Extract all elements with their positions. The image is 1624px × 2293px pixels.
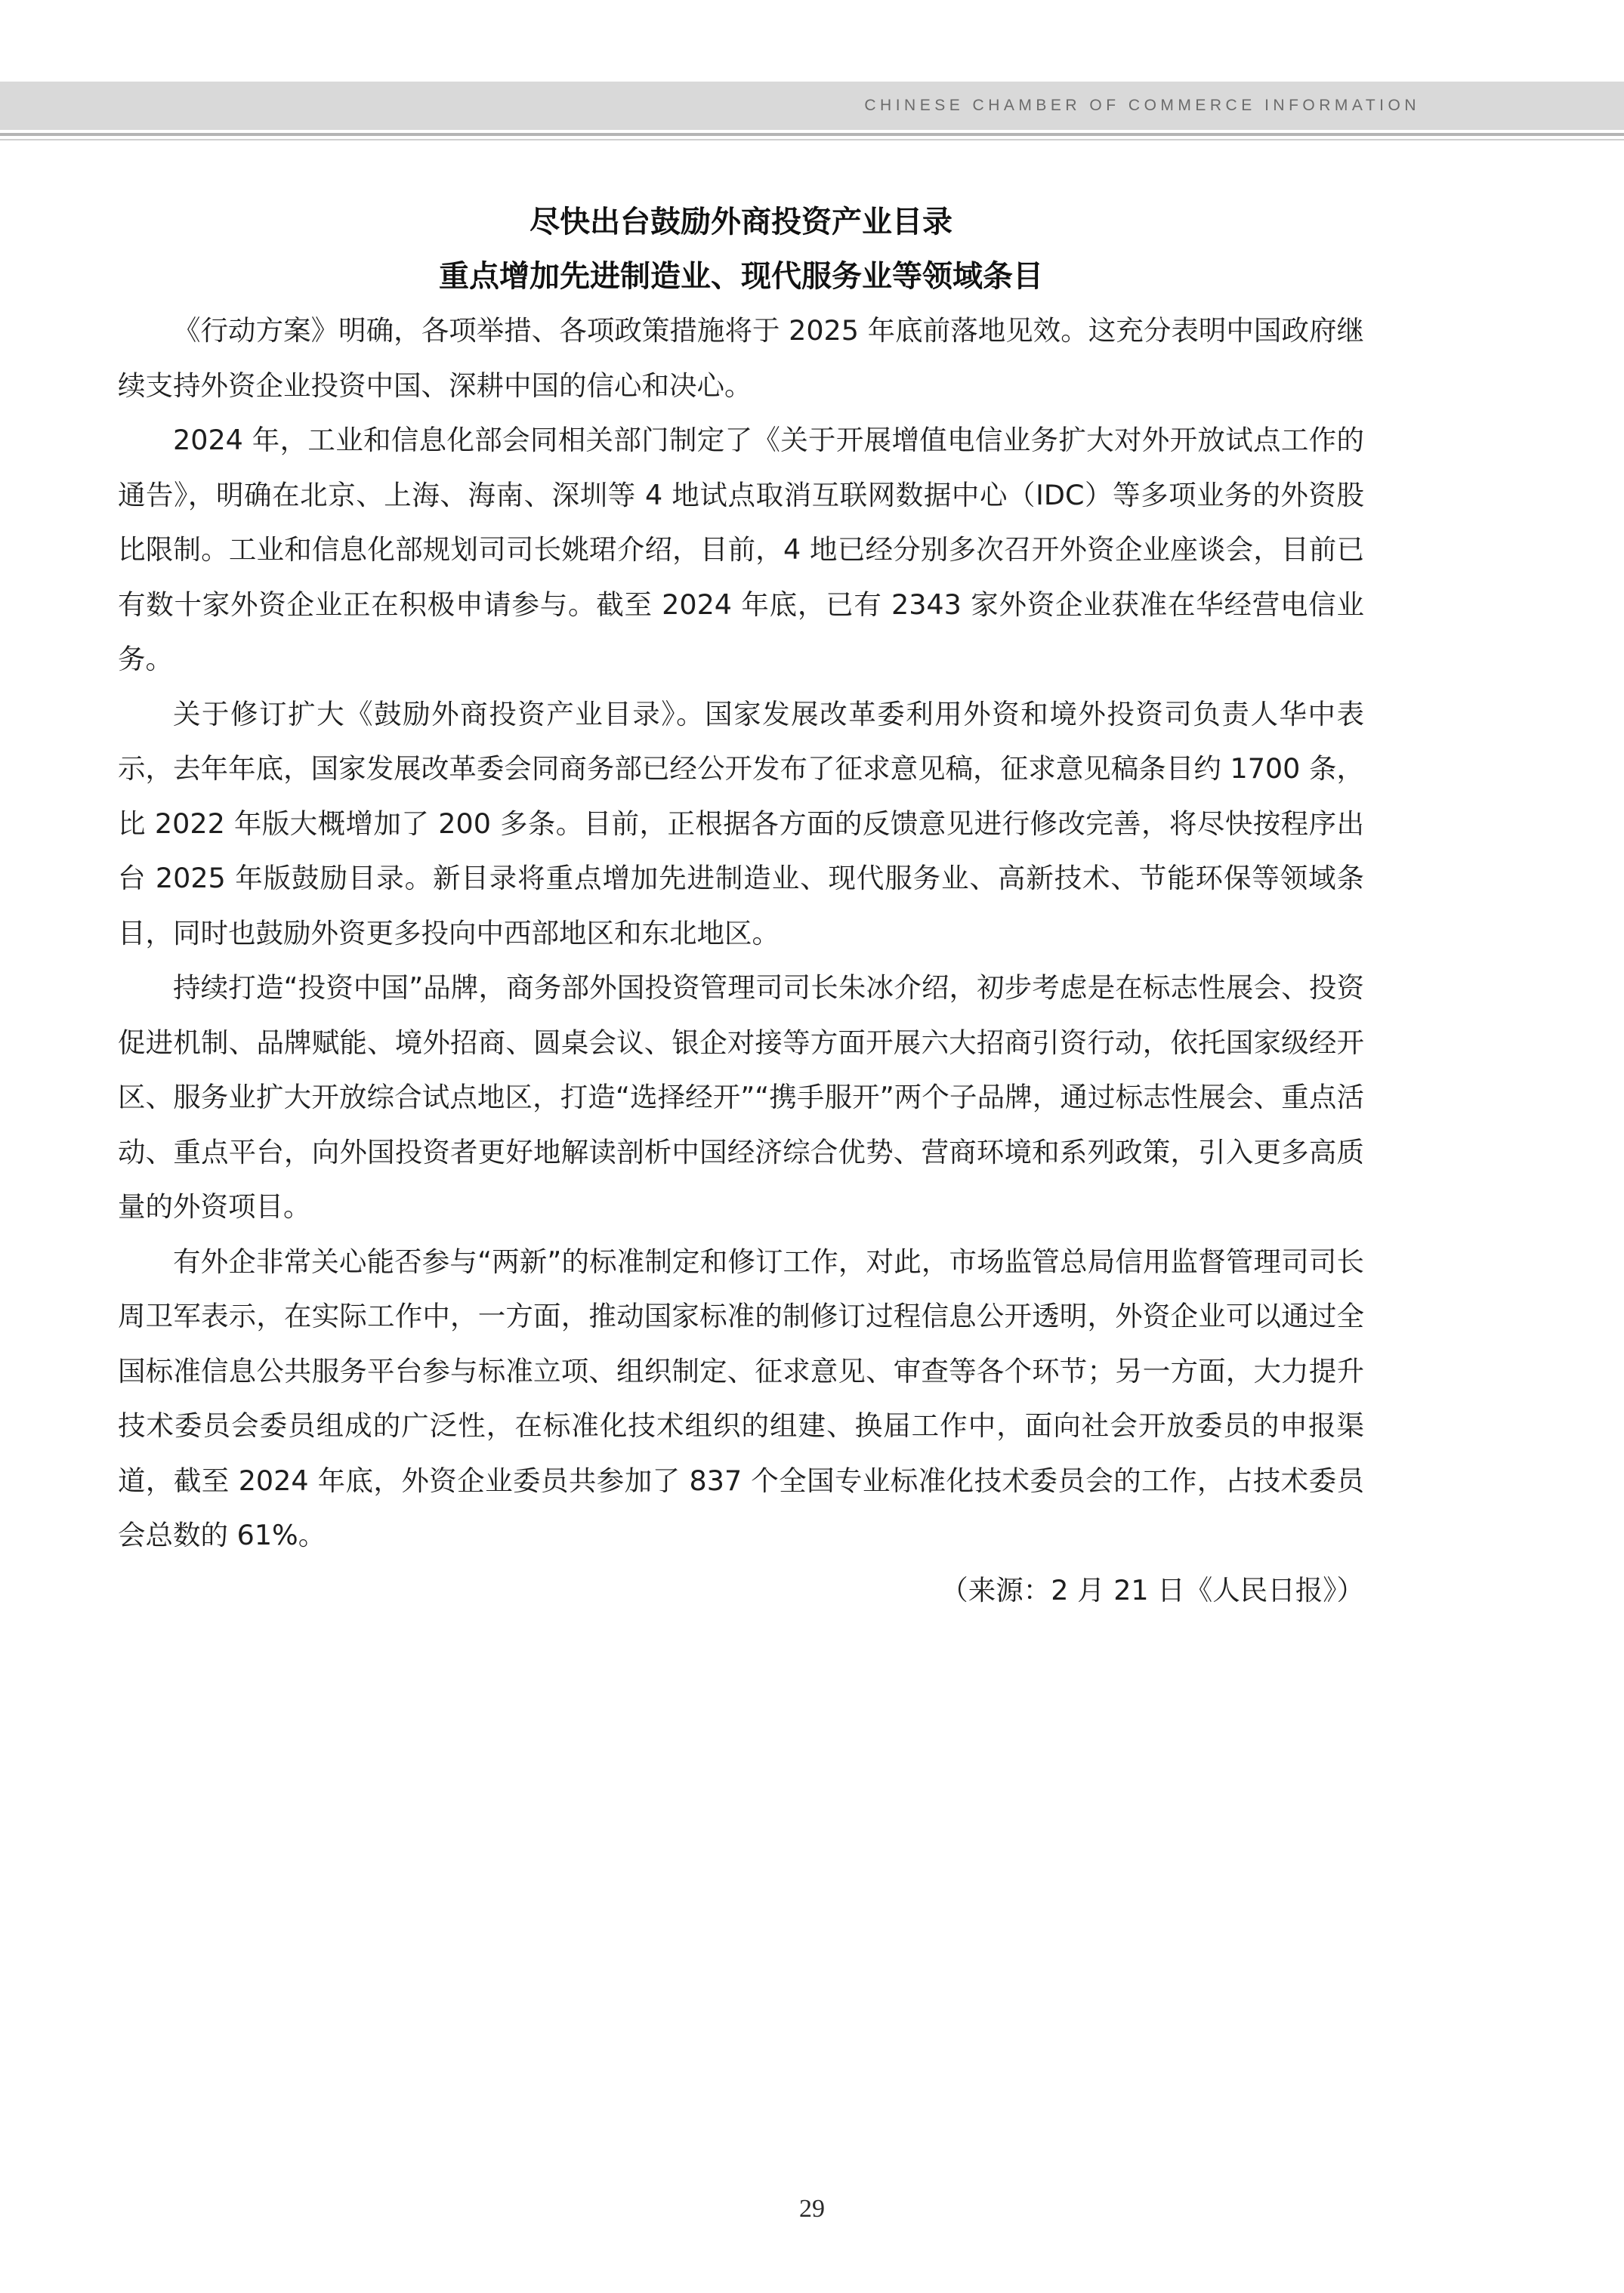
- page-number: 29: [799, 2195, 825, 2223]
- article-title-line-2: 重点增加先进制造业、现代服务业等领域条目: [439, 259, 1043, 294]
- paragraph-standards-participation: 有外企非常关心能否参与“两新”的标准制定和修订工作，对此，市场监管总局信用监督管理司司长周卫军表示，在实际工作中，一方面，推动国家标准的制修订过程信息公开透明，外资企业可以通过全国标准信息公共服务平台参与标准立项、组织制定、征求意见、审查等各个环节；另一方面，大力提升技术委员会委员组成的广泛性，在标准化技术组织的组建、换届工作中，面向社会开放委员的申报渠道，截至 2024 年底，外资企业委员共参加了 837 个全国专业标准化技术委员会的工作，占技术委员会总数的 61%。: [118, 1245, 1364, 1551]
- paragraph-action-plan: 《行动方案》明确，各项举措、各项政策措施将于 2025 年底前落地见效。这充分表明中国政府继续支持外资企业投资中国、深耕中国的信心和决心。: [118, 314, 1364, 402]
- article-body: [118, 195, 1364, 1618]
- paragraph-telecom-opening: 2024 年，工业和信息化部会同相关部门制定了《关于开展增值电信业务扩大对外开放试点工作的通告》，明确在北京、上海、海南、深圳等 4 地试点取消互联网数据中心（IDC）等多项业务的外资股比限制。工业和信息化部规划司司长姚珺介绍，目前，4 地已经分别多次召开外资企业座谈会，目前已有数十家外资企业正在积极申请参与。截至 2024 年底，已有 2343 家外资企业获准在华经营电信业务。: [118, 424, 1364, 675]
- paragraph-invest-in-china-brand: 持续打造“投资中国”品牌，商务部外国投资管理司司长朱冰介绍，初步考虑是在标志性展会、投资促进机制、品牌赋能、境外招商、圆桌会议、银企对接等方面开展六大招商引资行动，依托国家级经开区、服务业扩大开放综合试点地区，打造“选择经开”“携手服开”两个子品牌，通过标志性展会、重点活动、重点平台，向外国投资者更好地解读剖析中国经济综合优势、营商环境和系列政策，引入更多高质量的外资项目。: [118, 971, 1364, 1223]
- article-title-line-1: 尽快出台鼓励外商投资产业目录: [529, 205, 952, 239]
- article-source: （来源：2 月 21 日《人民日报》）: [940, 1573, 1364, 1606]
- header-divider: [0, 133, 1624, 136]
- paragraph-industry-catalog: 关于修订扩大《鼓励外商投资产业目录》。国家发展改革委利用外资和境外投资司负责人华中表示，去年年底，国家发展改革委会同商务部已经公开发布了征求意见稿，征求意见稿条目约 1700 条，比 2022 年版大概增加了 200 多条。目前，正根据各方面的反馈意见进行修改完善，将尽快按程序出台 2025 年版鼓励目录。新目录将重点增加先进制造业、现代服务业、高新技术、节能环保等领域条目，同时也鼓励外资更多投向中西部地区和东北地区。: [118, 697, 1364, 949]
- running-header-title: CHINESE CHAMBER OF COMMERCE INFORMATION: [864, 97, 1420, 114]
- header-divider-thin: [0, 139, 1624, 140]
